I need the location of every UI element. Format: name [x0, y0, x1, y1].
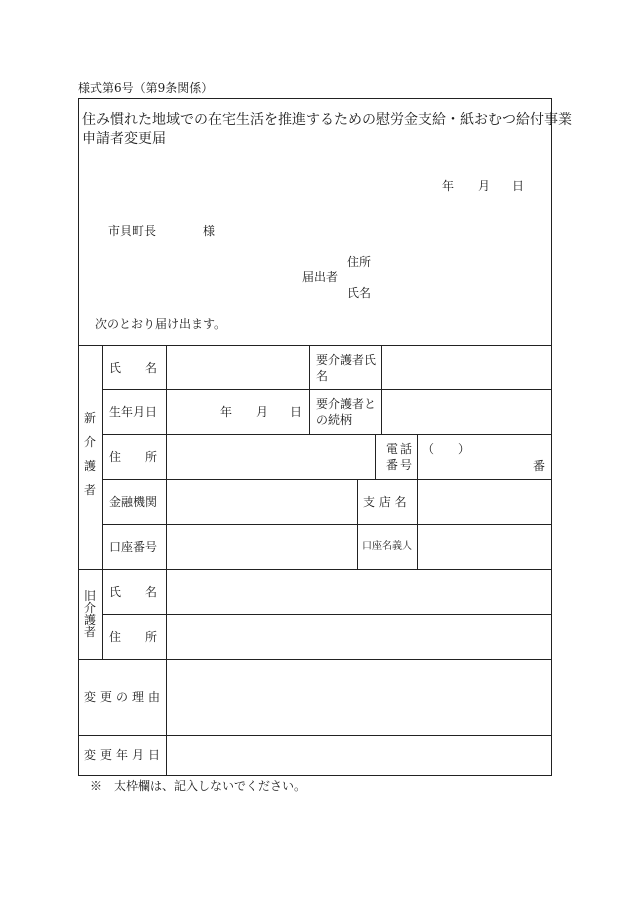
group-divider — [102, 345, 103, 659]
notifier-address-label: 住所 — [347, 255, 372, 269]
old-row-line — [102, 614, 551, 615]
addressee-honorific: 様 — [203, 224, 216, 238]
old-section-bottom — [78, 659, 551, 660]
new-char-4: 者 — [83, 483, 96, 497]
row-line-1 — [102, 389, 551, 390]
date-month-label: 月 — [478, 179, 491, 193]
new-char-3: 護 — [83, 459, 96, 473]
old-char-3: 護 — [83, 613, 96, 627]
addressee-name: 市貝町長 — [108, 224, 157, 238]
birthdate-month: 月 — [256, 405, 269, 419]
birthdate-year: 年 — [220, 405, 233, 419]
date-year-label: 年 — [442, 179, 455, 193]
footnote: ※ 太枠欄は、記入しないでください。 — [90, 779, 307, 793]
branch-label-right — [417, 479, 418, 569]
change-reason-label: 変更の理由 — [84, 690, 165, 704]
account-holder-label: 口座名義人 — [362, 541, 412, 552]
phone-label-right — [417, 434, 418, 479]
frame-bottom — [78, 775, 552, 776]
account-number-label: 口座番号 — [109, 540, 158, 554]
label-divider-b — [166, 569, 167, 659]
branch-label: 支 店 名 — [363, 495, 407, 509]
label-divider-c — [166, 659, 167, 775]
recipient-label-right — [381, 345, 382, 434]
old-char-1: 旧 — [83, 589, 96, 603]
branch-label-left — [357, 479, 358, 569]
frame-top — [78, 98, 551, 99]
form-number: 様式第6号（第9条関係） — [78, 81, 214, 95]
title-line-2: 申請者変更届 — [82, 131, 166, 147]
relationship-label: 要介護者との続柄 — [316, 397, 377, 427]
frame-right — [551, 98, 552, 775]
new-name-label: 氏 名 — [109, 361, 158, 375]
new-char-1: 新 — [83, 411, 96, 425]
phone-label-left — [375, 434, 376, 479]
notifier-name-label: 氏名 — [347, 286, 372, 300]
care-recipient-name-label: 要介護者氏名 — [316, 353, 377, 383]
old-name-label: 氏 名 — [109, 585, 158, 599]
old-address-label: 住 所 — [109, 630, 158, 644]
phone-suffix: 番 — [533, 459, 546, 473]
new-char-2: 介 — [83, 435, 96, 449]
old-char-4: 者 — [83, 625, 96, 639]
date-day-label: 日 — [512, 179, 525, 193]
bank-label: 金融機関 — [109, 495, 158, 509]
phone-parentheses: （ ） — [422, 442, 471, 456]
row-line-3 — [102, 479, 551, 480]
reason-bottom — [78, 735, 551, 736]
table-top — [78, 345, 551, 346]
row-line-2 — [102, 434, 551, 435]
recipient-label-left — [309, 345, 310, 434]
birthdate-day: 日 — [290, 405, 303, 419]
old-caregiver-group-label — [83, 590, 97, 638]
birthdate-label: 生年月日 — [109, 405, 158, 419]
change-date-label: 変更年月日 — [84, 748, 165, 762]
new-caregiver-group-label — [83, 412, 97, 496]
new-section-bottom — [78, 569, 551, 570]
notifier-label: 届出者 — [302, 270, 339, 284]
old-char-2: 介 — [83, 601, 96, 615]
title-line-1: 住み慣れた地域での在宅生活を推進するための慰労金支給・紙おむつ給付事業 — [82, 112, 572, 128]
frame-left — [78, 98, 79, 775]
row-line-4 — [102, 524, 551, 525]
phone-label: 電話番号 — [386, 442, 415, 472]
new-address-label: 住 所 — [109, 450, 158, 464]
label-divider-a — [166, 345, 167, 569]
intro-text: 次のとおり届け出ます。 — [95, 317, 227, 331]
